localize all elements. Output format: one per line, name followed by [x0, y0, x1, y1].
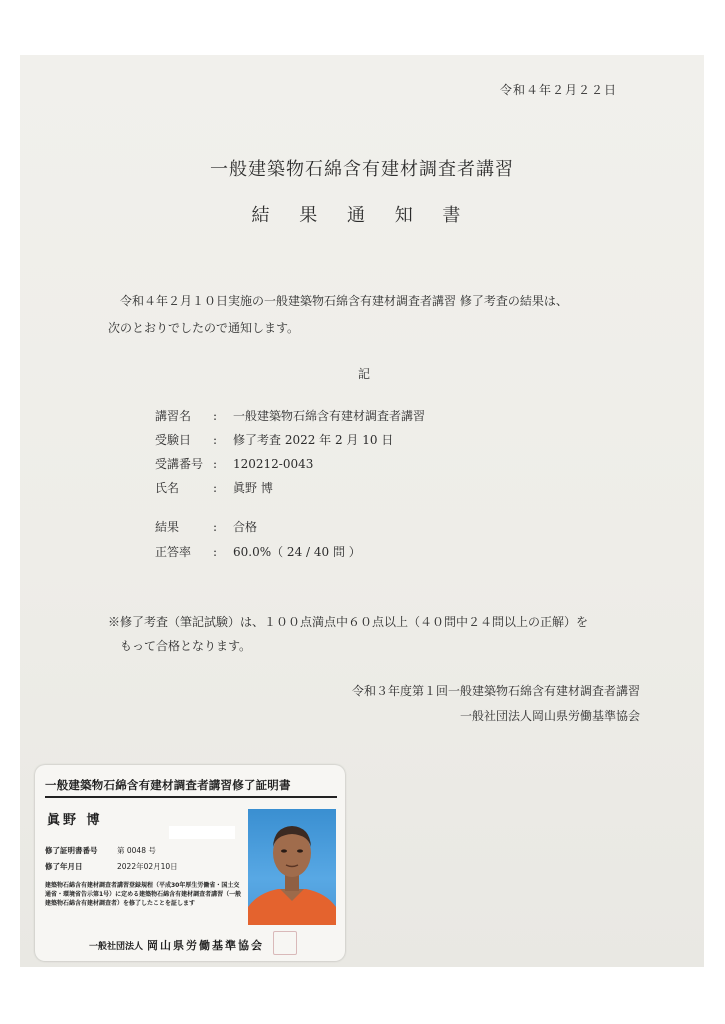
field-separator: :	[213, 545, 218, 559]
field-separator: :	[213, 457, 218, 471]
field-row-accuracy	[155, 543, 361, 560]
field-value: 眞野 博	[233, 481, 273, 495]
holder-photo	[248, 809, 336, 925]
card-cert-number	[45, 845, 156, 856]
card-title: 一般建築物石綿含有建材調査者講習修了証明書	[45, 777, 337, 798]
field-row-student-no	[155, 455, 313, 472]
intro-line-2: 次のとおりでしたので通知します。	[108, 321, 300, 335]
card-completion-date-label: 修了年月日	[45, 862, 83, 871]
note-line-1: ※修了考査（筆記試験）は、１００点満点中６０点以上（４０問中２４問以上の正解）を	[108, 615, 589, 629]
field-value: 合格	[233, 520, 258, 534]
field-label: 講習名	[155, 409, 192, 423]
seal-stamp	[273, 931, 297, 955]
issuer-line-2: 一般社団法人岡山県労働基準協会	[459, 709, 640, 723]
field-separator: :	[213, 409, 218, 423]
card-org-prefix: 一般社団法人	[89, 942, 144, 952]
card-org-name: 岡山県労働基準協会	[147, 939, 265, 952]
field-separator: :	[213, 481, 218, 495]
intro-line-1: 令和４年２月１０日実施の一般建築物石綿含有建材調査者講習 修了考査の結果は、	[120, 294, 568, 308]
field-row-result	[155, 518, 257, 535]
card-cert-number-value: 第 0048 号	[117, 846, 156, 855]
field-separator: :	[213, 433, 218, 447]
field-row-exam-date	[155, 431, 393, 448]
card-cert-number-label: 修了証明書番号	[45, 846, 98, 855]
field-label: 受験日	[155, 433, 192, 447]
field-value: 一般建築物石綿含有建材調査者講習	[233, 409, 426, 423]
card-description: 建築物石綿含有建材調査者講習登録規程（平成30年厚生労働省・国土交通省・環境省告示第1号）に定める建築物石綿含有建材調査者講習（一般建築物石綿含有建材調査者）を修了したことを証します	[45, 882, 242, 907]
ki-mark: 記	[358, 367, 371, 381]
card-organization	[89, 937, 264, 953]
field-row-name	[155, 479, 273, 496]
field-value: 修了考査 2022 年 2 月 10 日	[233, 433, 394, 447]
card-holder-name: 眞野 博	[47, 813, 103, 828]
field-label: 正答率	[155, 545, 192, 559]
redaction-block	[169, 826, 235, 839]
issue-date: 令和４年２月２２日	[500, 83, 618, 97]
issuer-line-1: 令和３年度第１回一般建築物石綿含有建材調査者講習	[351, 684, 640, 698]
card-completion-date-value: 2022年02月10日	[117, 862, 178, 871]
field-value: 60.0%（ 24 / 40 問 ）	[233, 545, 361, 559]
field-value: 120212-0043	[233, 457, 314, 471]
document-subtitle: 結 果 通 知 書	[251, 205, 473, 226]
field-label: 受講番号	[155, 457, 204, 471]
field-row-course	[155, 407, 425, 424]
field-label: 結果	[155, 520, 180, 534]
note-line-2: もって合格となります。	[120, 639, 252, 653]
card-completion-date	[45, 861, 178, 872]
portrait-image	[248, 809, 336, 925]
certificate-card	[35, 765, 345, 961]
field-label: 氏名	[155, 481, 180, 495]
field-separator: :	[213, 520, 218, 534]
document-title: 一般建築物石綿含有建材調査者講習	[210, 159, 514, 180]
